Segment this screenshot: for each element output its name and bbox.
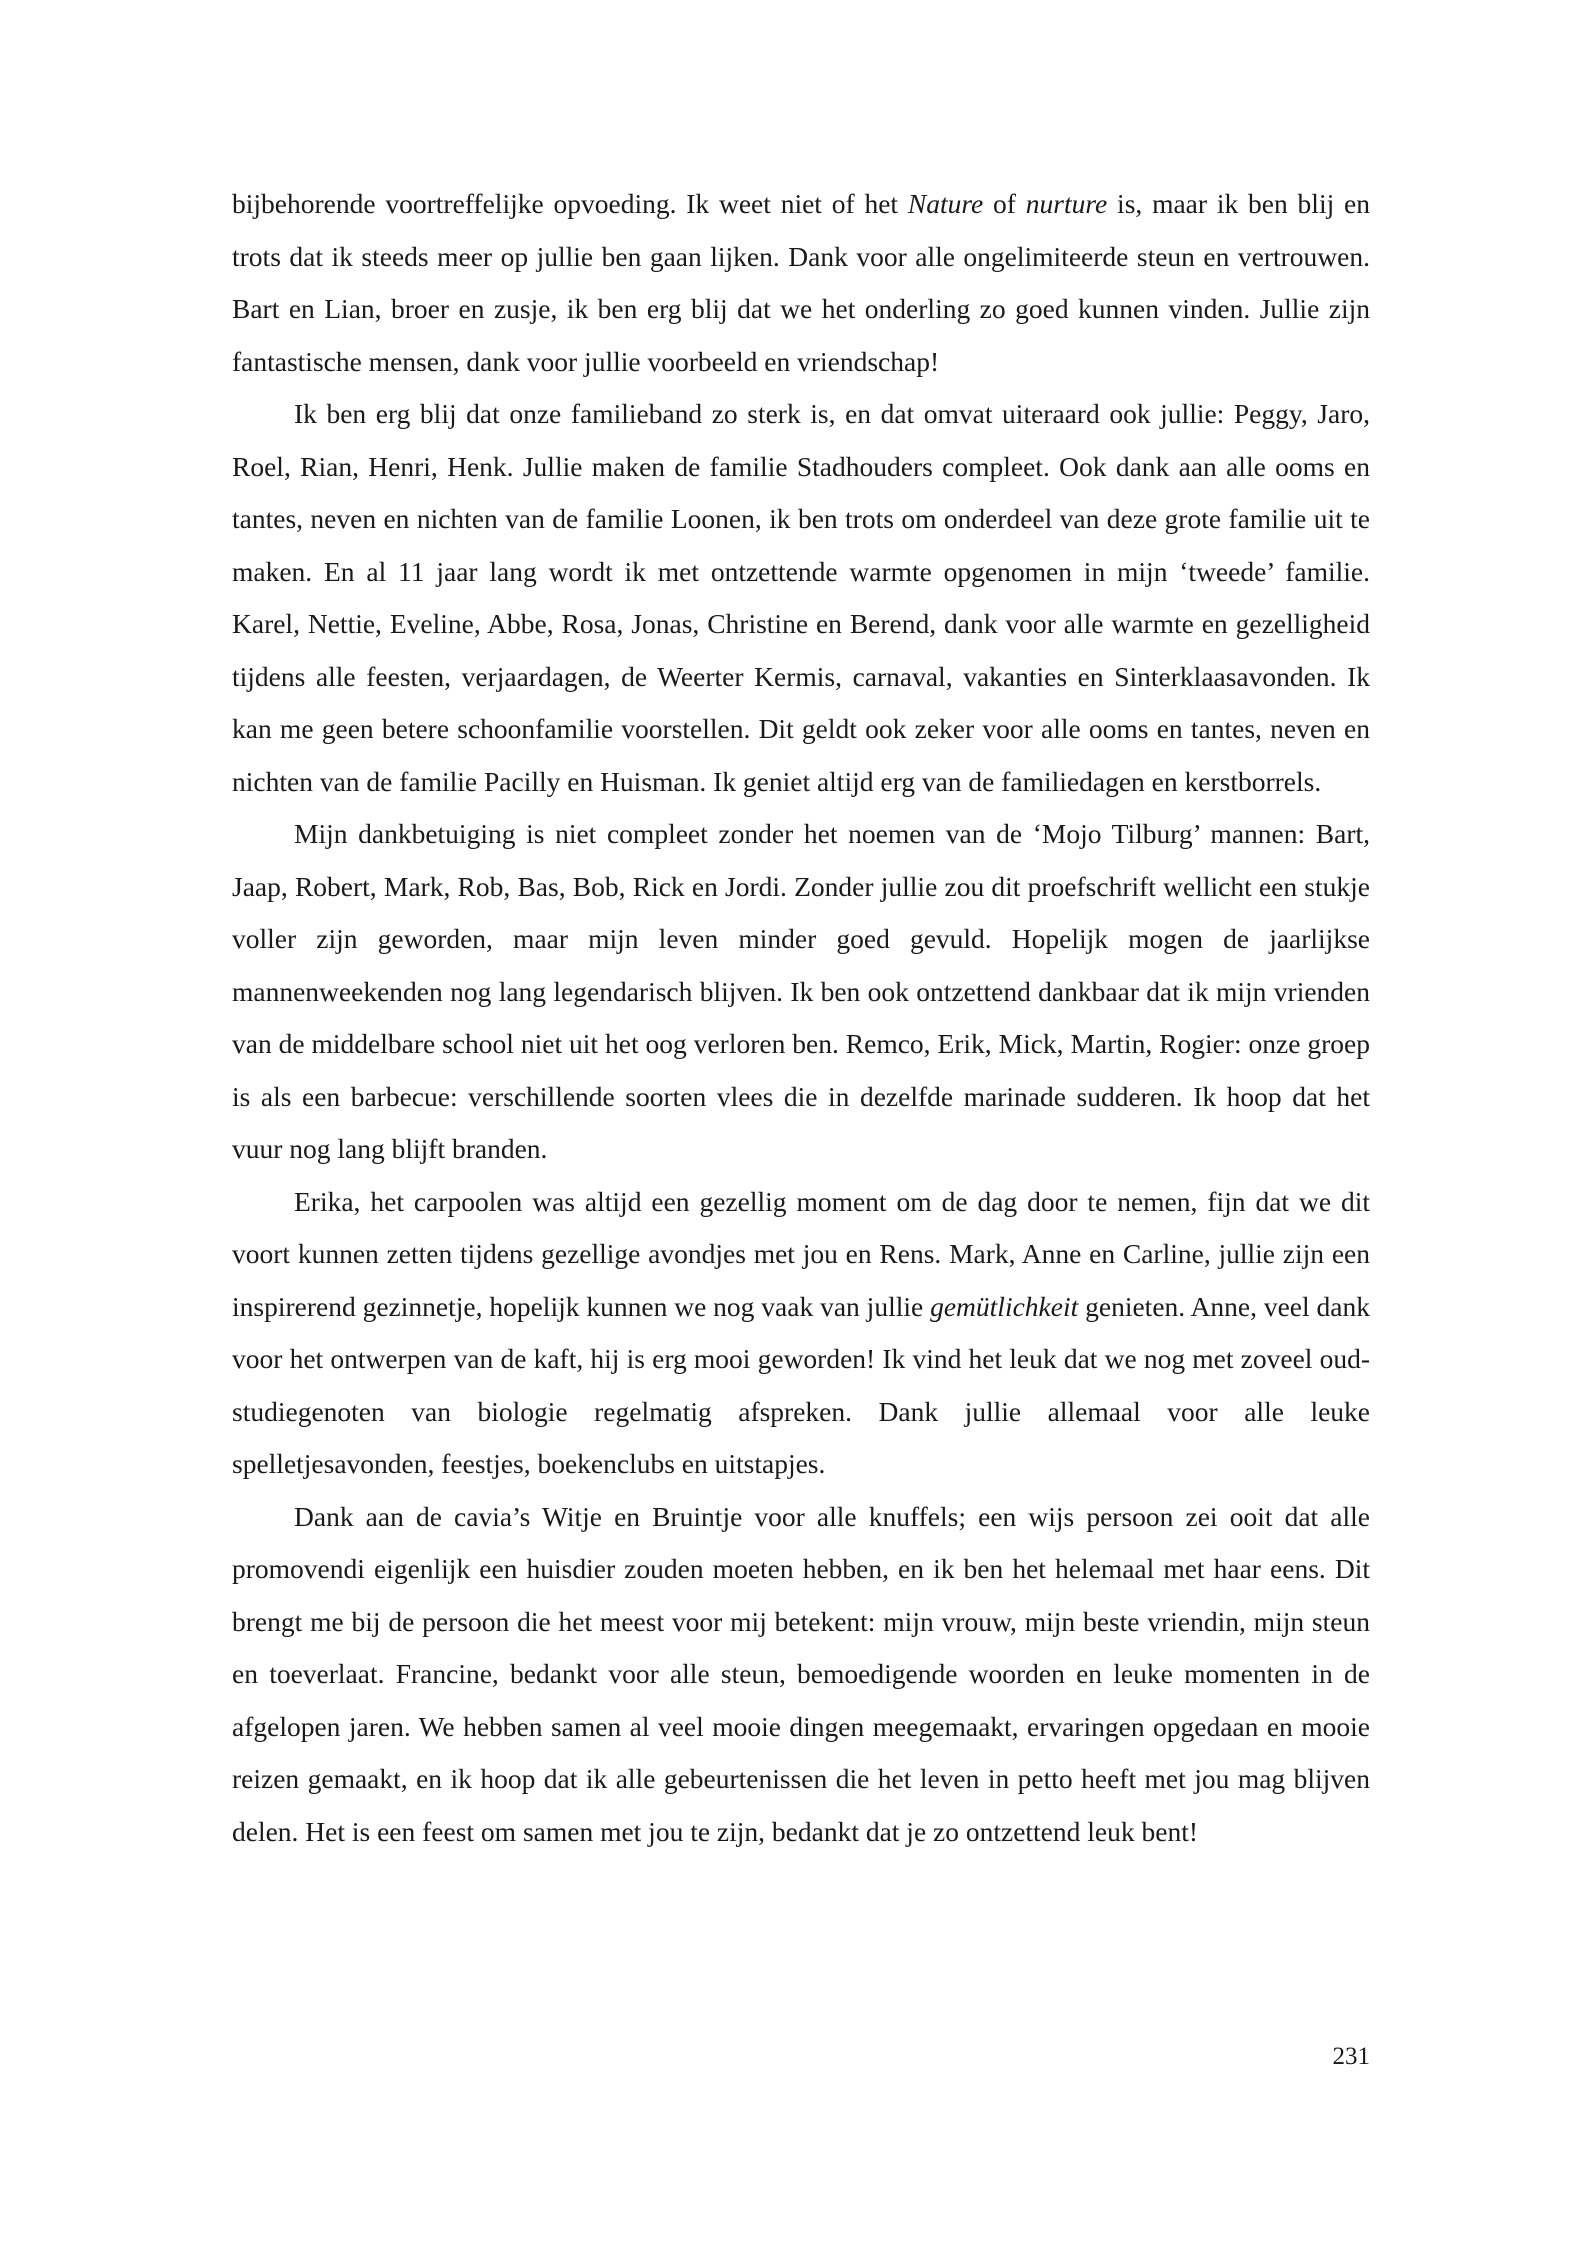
text-run: Ik ben erg blij dat onze familieband zo sterk is, en dat omvat uiteraard ook jullie: Peggy, Jaro, Roel, Rian, Henri, Henk. Jullie maken de familie Stadhouders compleet. Ook dank aan alle ooms en tantes, neven en nichten van de familie Loonen, ik ben trots om onderdeel van deze grote familie uit te maken. En al 11 jaar lang wordt ik met ontzettende warmte opgenomen in mijn ‘tweede’ familie. Karel, Nettie, Eveline, Abbe, Rosa, Jonas, Christine en Berend, dank voor alle warmte en gezelligheid tijdens alle feesten, verjaardagen, de Weerter Kermis, carnaval, vakanties en Sinterklaasavonden. Ik kan me geen betere schoonfamilie voorstellen. Dit geldt ook zeker voor alle ooms en tantes, neven en nichten van de familie Pacilly en Huisman. Ik geniet altijd erg van de familiedagen en kerstborrels. — [232, 398, 1370, 797]
text-run: of — [983, 188, 1026, 219]
paragraph — [232, 178, 1370, 388]
text-run: genieten. Anne, veel dank voor het ontwerpen van de kaft, hij is erg mooi geworden! Ik vind het leuk dat we nog met zoveel oud-studiegenoten van biologie regelmatig afspreken. Dank jullie allemaal voor alle leuke spelletjesavonden, feestjes, boekenclubs en uitstapjes. — [232, 1290, 1370, 1479]
text-run: Erika, het carpoolen was altijd een gezellig moment om de dag door te nemen, fijn dat we dit voort kunnen zetten tijdens gezellige avondjes met jou en Rens. Mark, Anne en Carline, jullie zijn een inspirerend gezinnetje, hopelijk kunnen we nog vaak van jullie — [232, 1185, 1370, 1322]
text-run: bijbehorende voortreffelijke opvoeding. Ik weet niet of het — [232, 188, 908, 219]
paragraph — [232, 388, 1370, 808]
emphasis-text: Nature — [907, 188, 984, 219]
paragraph — [232, 1176, 1370, 1491]
emphasis-text: nurture — [1025, 188, 1108, 219]
text-run: Dank aan de cavia’s Witje en Bruintje voor alle knuffels; een wijs persoon zei ooit dat alle promovendi eigenlijk een huisdier zouden moeten hebben, en ik ben het helemaal met haar eens. Dit brengt me bij de persoon die het meest voor mij betekent: mijn vrouw, mijn beste vriendin, mijn steun en toeverlaat. Francine, bedankt voor alle steun, bemoedigende woorden en leuke momenten in de afgelopen jaren. We hebben samen al veel mooie dingen meegemaakt, ervaringen opgedaan en mooie reizen gemaakt, en ik hoop dat ik alle gebeurtenissen die het leven in petto heeft met jou mag blijven delen. Het is een feest om samen met jou te zijn, bedankt dat je zo ontzettend leuk bent! — [232, 1500, 1370, 1847]
page-number: 231 — [1332, 2043, 1370, 2070]
text-run: Mijn dankbetuiging is niet compleet zonder het noemen van de ‘Mojo Tilburg’ mannen: Bart, Jaap, Robert, Mark, Rob, Bas, Bob, Rick en Jordi. Zonder jullie zou dit proefschrift wellicht een stukje voller zijn geworden, maar mijn leven minder goed gevuld. Hopelijk mogen de jaarlijkse mannenweekenden nog lang legendarisch blijven. Ik ben ook ontzettend dankbaar dat ik mijn vrienden van de middelbare school niet uit het oog verloren ben. Remco, Erik, Mick, Martin, Rogier: onze groep is als een barbecue: verschillende soorten vlees die in dezelfde marinade sudderen. Ik hoop dat het vuur nog lang blijft branden. — [232, 818, 1370, 1164]
text-run: is, maar ik ben blij en trots dat ik steeds meer op jullie ben gaan lijken. Dank voor alle ongelimiteerde steun en vertrouwen. Bart en Lian, broer en zusje, ik ben erg blij dat we het onderling zo goed kunnen vinden. Jullie zijn fantastische mensen, dank voor jullie voorbeeld en vriendschap! — [232, 188, 1370, 377]
page-body-text — [232, 178, 1370, 1858]
paragraph — [232, 1491, 1370, 1859]
emphasis-text: gemütlichkeit — [930, 1290, 1079, 1322]
paragraph — [232, 808, 1370, 1176]
